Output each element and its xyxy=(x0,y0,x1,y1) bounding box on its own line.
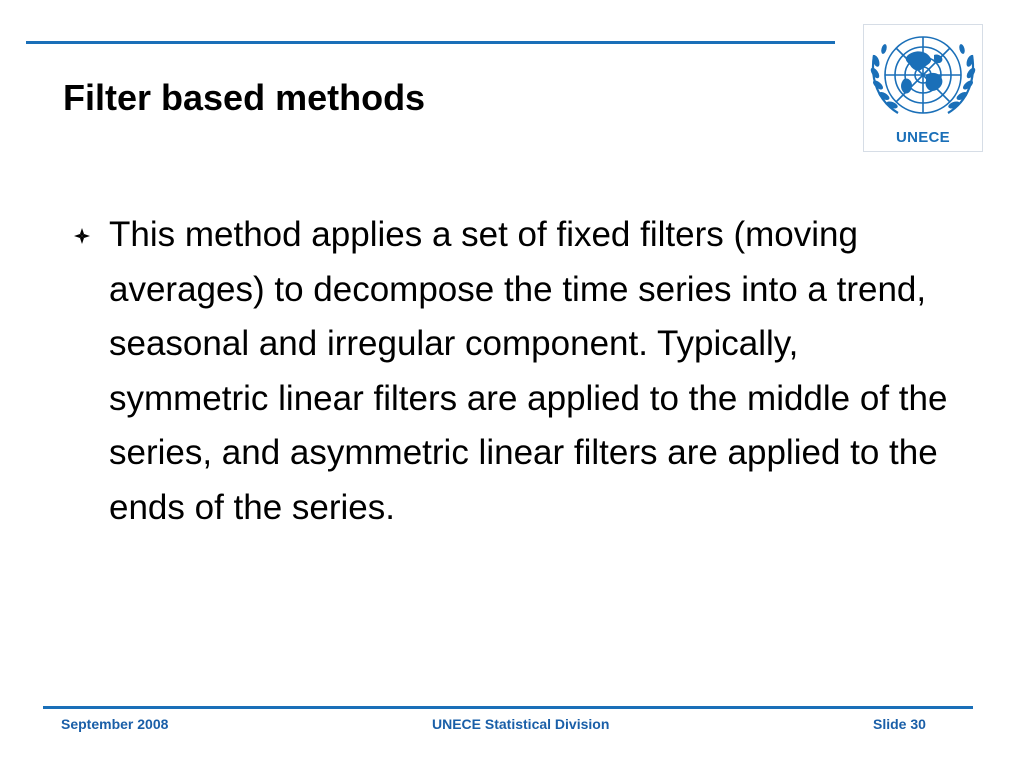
logo-text: UNECE xyxy=(895,129,950,146)
footer-organization: UNECE Statistical Division xyxy=(432,716,610,732)
diamond-bullet-icon xyxy=(74,228,90,244)
footer-date: September 2008 xyxy=(61,716,169,732)
bullet-text: This method applies a set of fixed filters (moving averages) to decompose the time series into a trend, seasonal and irregular component. Typically, symmetric linear filters are applied to the middle of the series, and asymmetric linear filters are applied to the ends of the series. xyxy=(109,215,948,527)
slide-title: Filter based methods xyxy=(63,77,426,118)
un-emblem-icon xyxy=(864,25,982,127)
footer-slide-number: Slide 30 xyxy=(873,716,926,732)
bottom-divider xyxy=(43,706,973,709)
unece-logo xyxy=(863,24,983,152)
top-divider xyxy=(26,41,835,44)
